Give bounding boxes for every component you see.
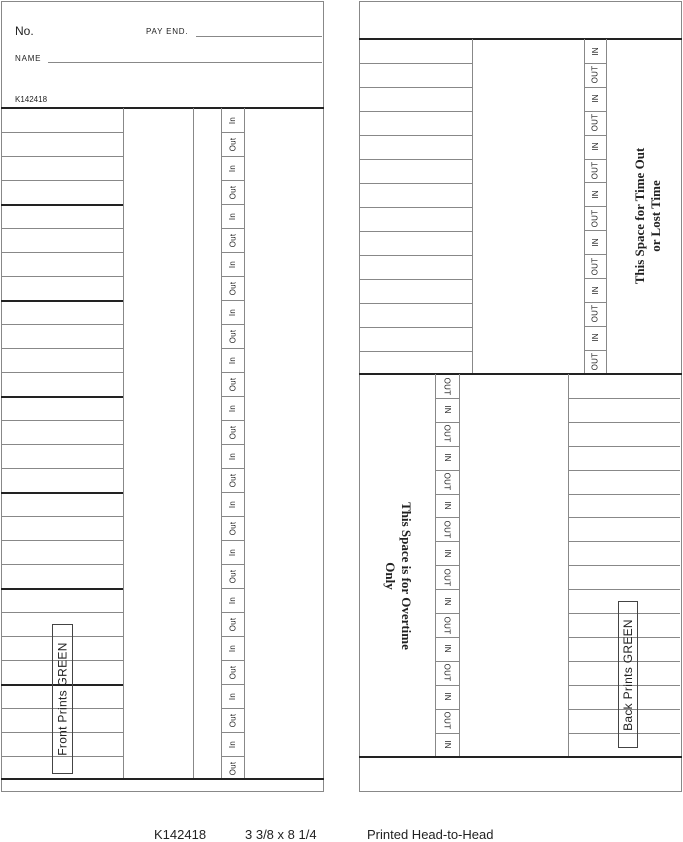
punch-label-text: IN — [590, 190, 600, 199]
front-print-note: Front Prints GREEN — [55, 642, 70, 756]
entry-line — [1, 444, 123, 445]
punch-label-text: Out — [227, 569, 237, 583]
caption-note: Printed Head-to-Head — [367, 827, 494, 842]
punch-label-text: IN — [590, 142, 600, 151]
punch-label — [221, 252, 244, 276]
front-bottom-rule — [1, 778, 324, 780]
punch-label — [584, 350, 606, 374]
punch-label — [435, 733, 459, 757]
punch-label — [584, 63, 606, 87]
entry-line — [359, 303, 472, 304]
punch-label-text: OUT — [590, 113, 600, 132]
punch-label-text: In — [228, 692, 237, 700]
overtime-note-line1: This Space is for Overtime — [399, 502, 414, 650]
entry-line — [359, 351, 472, 352]
punch-label — [221, 468, 244, 492]
entry-line — [1, 612, 123, 613]
back-col-divider — [606, 39, 607, 373]
punch-label — [435, 374, 459, 398]
punch-label — [221, 324, 244, 348]
number-label: No. — [15, 24, 34, 38]
punch-label — [221, 132, 244, 156]
punch-label-text: IN — [590, 46, 600, 56]
caption-code: K142418 — [154, 827, 207, 842]
punch-label-text: OUT — [442, 568, 452, 587]
punch-label-text: Out — [227, 185, 237, 199]
punch-label — [584, 159, 606, 183]
time-out-note-line2: or Lost Time — [648, 180, 663, 252]
punch-label-text: In — [228, 164, 237, 172]
punch-label — [221, 156, 244, 180]
punch-label — [221, 348, 244, 372]
punch-label-text: IN — [442, 740, 452, 749]
punch-label-text: In — [228, 308, 237, 316]
entry-line — [1, 276, 123, 277]
entry-line — [359, 159, 472, 160]
name-field[interactable] — [48, 62, 322, 63]
punch-label-text: Out — [227, 713, 237, 727]
punch-label-text: Out — [227, 377, 237, 391]
punch-label-text: Out — [227, 521, 237, 535]
entry-line — [1, 324, 123, 325]
punch-label — [435, 398, 459, 422]
back-bottom-rule — [359, 756, 682, 758]
punch-label-text: OUT — [590, 304, 600, 323]
entry-line — [359, 327, 472, 328]
punch-label-text: Out — [227, 329, 237, 343]
entry-line — [359, 255, 472, 256]
punch-label-text: Out — [227, 233, 237, 247]
punch-label-text: IN — [442, 501, 452, 510]
punch-label — [584, 230, 606, 254]
entry-line — [1, 516, 123, 517]
punch-label — [584, 206, 606, 230]
punch-label — [435, 517, 459, 541]
punch-label — [435, 541, 459, 565]
punch-label — [221, 396, 244, 420]
punch-label-text: In — [228, 356, 237, 364]
day-divider — [1, 492, 123, 494]
punch-label — [221, 492, 244, 516]
front-col-divider — [244, 108, 245, 778]
punch-label-text: IN — [442, 596, 452, 606]
punch-label-text: IN — [590, 285, 600, 295]
punch-label — [435, 494, 459, 518]
punch-label-text: Out — [227, 761, 237, 775]
back-top-rule — [359, 38, 682, 40]
overtime-note-block — [378, 476, 418, 676]
punch-label — [221, 228, 244, 252]
entry-line — [359, 207, 472, 208]
punch-label-text: In — [228, 740, 237, 748]
punch-label — [221, 420, 244, 444]
entry-line — [1, 180, 123, 181]
punch-label — [435, 470, 459, 494]
punch-label — [221, 660, 244, 684]
entry-line — [568, 470, 680, 471]
punch-label — [221, 564, 244, 588]
card-code: K142418 — [15, 95, 48, 104]
punch-label-text: OUT — [590, 257, 600, 275]
punch-label-text: In — [228, 212, 237, 220]
punch-label — [221, 732, 244, 756]
punch-label-text: Out — [227, 425, 237, 439]
punch-label — [221, 756, 244, 780]
day-divider — [1, 204, 123, 206]
punch-label — [435, 422, 459, 446]
punch-label-text: In — [228, 260, 237, 268]
punch-label — [584, 182, 606, 206]
back-print-note: Back Prints GREEN — [621, 618, 636, 731]
day-divider — [1, 300, 123, 302]
punch-label — [435, 661, 459, 685]
punch-label — [435, 589, 459, 613]
punch-label — [584, 111, 606, 135]
entry-line — [1, 564, 123, 565]
punch-label — [584, 302, 606, 326]
punch-label-text: In — [228, 644, 237, 652]
punch-label-text: OUT — [442, 616, 452, 634]
entry-line — [568, 494, 680, 495]
entry-line — [1, 468, 123, 469]
entry-line — [1, 420, 123, 421]
punch-label — [221, 708, 244, 732]
punch-label — [435, 565, 459, 589]
pay-end-field[interactable] — [196, 36, 322, 37]
punch-label-text: OUT — [442, 520, 452, 539]
entry-line — [568, 541, 680, 542]
punch-label-text: In — [228, 116, 237, 124]
punch-label — [221, 636, 244, 660]
punch-label-text: In — [228, 548, 237, 556]
punch-label-text: OUT — [590, 161, 600, 180]
punch-label — [221, 276, 244, 300]
overtime-note-line2: Only — [383, 562, 398, 590]
punch-label — [435, 613, 459, 637]
punch-label-text: Out — [227, 473, 237, 487]
back-col-divider — [459, 374, 460, 756]
punch-label — [435, 685, 459, 709]
entry-line — [568, 446, 680, 447]
time-out-note-block — [628, 116, 668, 316]
punch-label-text: OUT — [590, 352, 600, 371]
punch-label — [221, 180, 244, 204]
entry-line — [1, 252, 123, 253]
punch-label-text: Out — [227, 281, 237, 295]
punch-label — [435, 446, 459, 470]
punch-label — [584, 254, 606, 278]
entry-line — [568, 565, 680, 566]
punch-label-text: OUT — [442, 377, 452, 395]
back-col-divider — [472, 39, 473, 373]
punch-label-text: OUT — [590, 65, 600, 84]
front-col-divider — [193, 108, 194, 778]
punch-label — [221, 684, 244, 708]
header-divider — [1, 107, 324, 109]
entry-line — [568, 517, 680, 518]
entry-line — [359, 279, 472, 280]
entry-line — [1, 348, 123, 349]
punch-label-text: Out — [227, 665, 237, 679]
entry-line — [1, 228, 123, 229]
back-middle-rule — [359, 373, 682, 375]
entry-line — [1, 540, 123, 541]
entry-line — [568, 398, 680, 399]
entry-line — [359, 87, 472, 88]
entry-line — [359, 231, 472, 232]
punch-label-text: In — [228, 500, 237, 508]
punch-label-text: Out — [227, 137, 237, 151]
punch-label-text: OUT — [442, 424, 452, 443]
punch-label — [584, 87, 606, 111]
punch-label — [221, 540, 244, 564]
punch-label-text: IN — [442, 453, 452, 462]
punch-label-text: In — [228, 596, 237, 604]
entry-line — [359, 135, 472, 136]
caption-size: 3 3/8 x 8 1/4 — [245, 827, 317, 842]
name-label: NAME — [15, 54, 42, 63]
punch-label-text: IN — [590, 94, 600, 104]
punch-label-text: In — [228, 452, 237, 460]
punch-label-text: OUT — [442, 663, 452, 682]
day-divider — [1, 588, 123, 590]
punch-label — [221, 108, 244, 132]
entry-line — [568, 422, 680, 423]
punch-label-text: OUT — [442, 472, 452, 491]
entry-line — [1, 132, 123, 133]
punch-label — [584, 326, 606, 350]
punch-label-text: IN — [442, 405, 452, 415]
punch-label — [221, 372, 244, 396]
entry-line — [1, 372, 123, 373]
punch-label — [221, 588, 244, 612]
punch-label — [221, 612, 244, 636]
punch-label — [221, 444, 244, 468]
punch-label-text: OUT — [442, 711, 452, 730]
front-col-divider — [123, 108, 124, 778]
punch-label — [221, 204, 244, 228]
punch-label-text: IN — [442, 692, 452, 701]
punch-label-text: OUT — [590, 209, 600, 228]
punch-label-text: IN — [590, 333, 600, 343]
punch-label — [221, 300, 244, 324]
punch-label-text: Out — [227, 617, 237, 631]
entry-line — [359, 111, 472, 112]
punch-label — [435, 637, 459, 661]
punch-label — [584, 278, 606, 302]
time-out-note-line1: This Space for Time Out — [632, 147, 647, 285]
punch-label — [435, 709, 459, 733]
punch-label-text: IN — [590, 237, 600, 247]
pay-end-label: PAY END. — [146, 27, 189, 36]
entry-line — [359, 183, 472, 184]
punch-label — [584, 39, 606, 63]
punch-label — [584, 135, 606, 159]
punch-label-text: In — [228, 404, 237, 412]
entry-line — [1, 156, 123, 157]
punch-label-text: IN — [442, 644, 452, 654]
punch-label-text: IN — [442, 548, 452, 558]
entry-line — [359, 63, 472, 64]
punch-label — [221, 516, 244, 540]
entry-line — [568, 589, 680, 590]
day-divider — [1, 396, 123, 398]
